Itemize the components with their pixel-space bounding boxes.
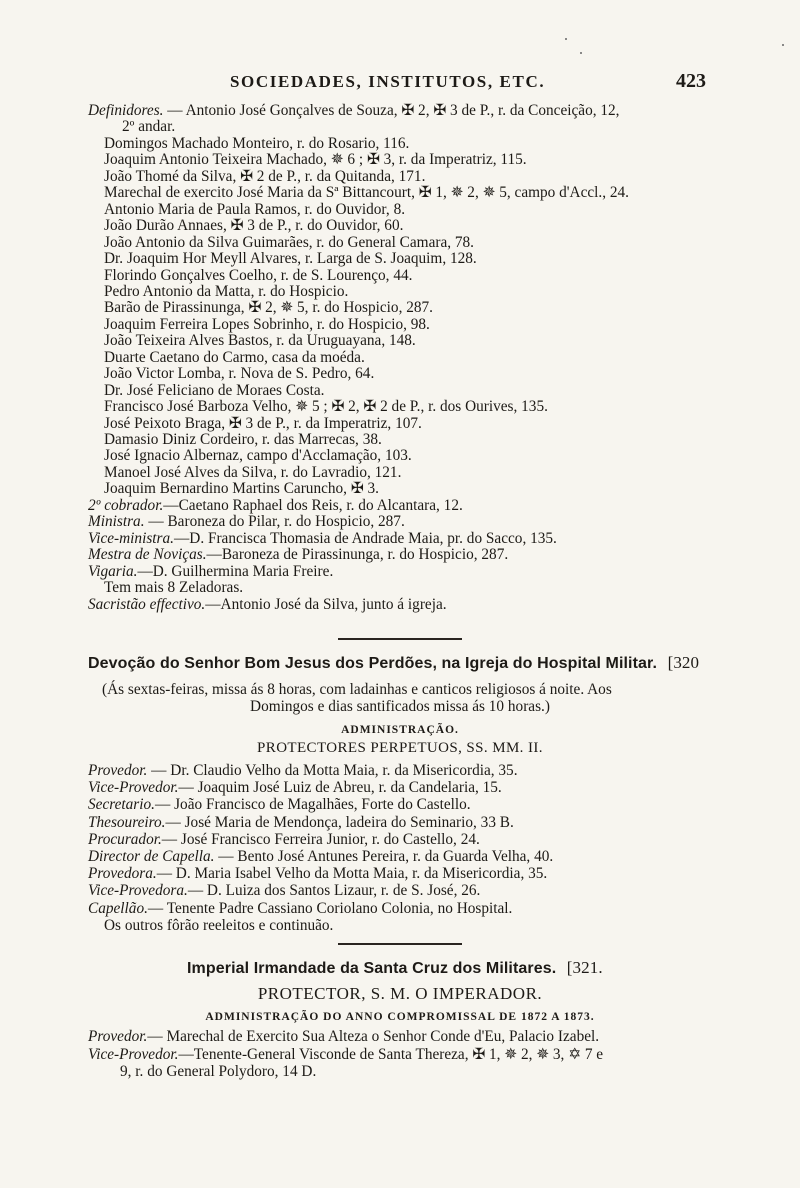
entry-text: 9, r. do General Polydoro, 14 D.	[120, 1063, 317, 1080]
entry-line	[88, 546, 508, 563]
entry-line	[88, 900, 512, 917]
entry-text: — Marechal de Exercito Sua Alteza o Senhor Conde d'Eu, Palacio Izabel.	[147, 1028, 600, 1045]
entry-role-label: Vice-Provedor.	[88, 779, 179, 797]
entry-line	[88, 831, 480, 848]
entry-line	[104, 217, 403, 234]
entry-text: — Antonio José Gonçalves de Souza, ✠ 2, ✠ 3 de P., r. da Conceição, 12,	[163, 102, 620, 119]
entry-line	[104, 447, 412, 464]
entry-text: João Thomé da Silva, ✠ 2 de P., r. da Quitanda, 171.	[104, 167, 426, 185]
entry-text: Dr. José Feliciano de Moraes Costa.	[104, 381, 325, 399]
entry-line	[88, 102, 620, 119]
running-head: SOCIEDADES, INSTITUTOS, ETC.	[230, 72, 546, 91]
page-number: 423	[676, 70, 706, 92]
entry-role-label: Thesoureiro.	[88, 813, 166, 831]
entry-role-label: Secretario.	[88, 796, 155, 814]
entry-text: Manoel José Alves da Silva, r. do Lavradio, 121.	[104, 463, 402, 481]
paper-speck	[565, 38, 567, 40]
administration-heading: ADMINISTRAÇÃO DO ANNO COMPROMISSAL DE 1872 A 1873.	[205, 1011, 595, 1023]
entry-text: 2º andar.	[122, 118, 176, 136]
section-title-text: Imperial Irmandade da Santa Cruz dos Militares.	[187, 960, 557, 977]
entry-role-label: Vice-Provedor.	[88, 1045, 179, 1063]
entry-text: Joaquim Antonio Teixeira Machado, ✵ 6 ; ✠ 3, r. da Imperatriz, 115.	[104, 151, 527, 169]
entry-text: Tem mais 8 Zeladoras.	[104, 579, 244, 597]
entry-text: —Baroneza de Pirassinunga, r. do Hospicio, 287.	[206, 546, 509, 564]
entry-text: Antonio Maria de Paula Ramos, r. do Ouvidor, 8.	[104, 200, 406, 218]
entry-text: — D. Maria Isabel Velho da Motta Maia, r. da Misericordia, 35.	[156, 865, 548, 883]
entry-text: —Tenente-General Visconde de Santa Thereza, ✠ 1, ✵ 2, ✵ 3, ✡ 7 e	[178, 1045, 604, 1063]
entry-text: Domingos Machado Monteiro, r. do Rosario, 116.	[104, 134, 410, 152]
entry-text: Joaquim Ferreira Lopes Sobrinho, r. do Hospicio, 98.	[104, 315, 430, 333]
entry-role-label: Provedora.	[88, 865, 157, 883]
entry-text: Joaquim Bernardino Martins Caruncho, ✠ 3.	[104, 480, 379, 498]
section-number: [320	[667, 653, 700, 672]
entry-text: José Peixoto Braga, ✠ 3 de P., r. da Imperatriz, 107.	[104, 414, 422, 432]
entry-role-label: Procurador.	[88, 830, 162, 848]
entry-text: — Tenente Padre Cassiano Coriolano Colonia, no Hospital.	[147, 899, 513, 917]
entry-line	[104, 168, 425, 185]
entry-text: Duarte Caetano do Carmo, casa da moéda.	[104, 348, 365, 366]
entry-role-label: Definidores.	[88, 102, 164, 119]
entry-text: —Caetano Raphael dos Reis, r. do Alcantara, 12.	[163, 496, 463, 514]
section-number: [321.	[566, 958, 603, 977]
entry-text: — Dr. Claudio Velho da Motta Maia, r. da Misericordia, 35.	[147, 762, 518, 779]
entry-text: — Joaquim José Luiz de Abreu, r. da Candelaria, 15.	[178, 779, 502, 797]
entry-text: João Antonio da Silva Guimarães, r. do General Camara, 78.	[104, 233, 475, 251]
entry-line	[120, 1063, 316, 1080]
entry-line	[104, 234, 474, 251]
entry-line	[104, 431, 382, 448]
entry-line	[88, 497, 463, 514]
entry-text: João Victor Lomba, r. Nova de S. Pedro, 64.	[104, 365, 375, 383]
protector-heading: PROTECTOR, S. M. O IMPERADOR.	[257, 984, 543, 1003]
entry-line	[88, 762, 518, 779]
entry-text: Barão de Pirassinunga, ✠ 2, ✵ 5, r. do Hospicio, 287.	[104, 299, 433, 317]
paper-speck	[782, 44, 784, 46]
entry-line	[104, 267, 412, 284]
schedule-note-line-2: Domingos e dias santificados missa ás 10 horas.)	[250, 698, 550, 715]
administration-heading: ADMINISTRAÇÃO.	[341, 724, 459, 736]
entry-text: — Baroneza do Pilar, r. do Hospicio, 287.	[144, 513, 405, 531]
entry-line	[104, 316, 430, 333]
entry-line	[88, 865, 547, 882]
entry-text: João Durão Annaes, ✠ 3 de P., r. do Ouvidor, 60.	[104, 217, 404, 235]
entry-line	[88, 796, 471, 813]
entry-line	[88, 814, 514, 831]
entry-text: —Antonio José da Silva, junto á igreja.	[205, 595, 447, 613]
page-header	[0, 70, 800, 98]
entry-role-label: Mestra de Noviças.	[88, 546, 207, 564]
entry-line	[104, 579, 243, 596]
protectors-heading: PROTECTORES PERPETUOS, SS. MM. II.	[257, 740, 543, 756]
entry-role-label: Vigaria.	[88, 562, 138, 580]
entry-line	[104, 332, 416, 349]
entry-text: Damasio Diniz Cordeiro, r. das Marrecas, 38.	[104, 431, 382, 448]
entry-text: Francisco José Barboza Velho, ✵ 5 ; ✠ 2, ✠ 2 de P., r. dos Ourives, 135.	[104, 398, 548, 416]
entry-line	[104, 184, 629, 201]
entry-role-label: Ministra.	[88, 513, 145, 531]
entry-role-label: Provedor.	[88, 762, 148, 779]
entry-text: João Teixeira Alves Bastos, r. da Uruguayana, 148.	[104, 332, 416, 350]
entry-line	[104, 283, 348, 300]
entry-line	[88, 596, 447, 613]
section-title	[187, 958, 603, 978]
section-divider	[338, 943, 462, 945]
entry-role-label: Capellão.	[88, 899, 148, 917]
entry-text: —D. Guilhermina Maria Freire.	[137, 562, 334, 580]
entry-line	[88, 530, 557, 547]
entry-role-label: Provedor.	[88, 1028, 148, 1045]
entry-line	[104, 382, 325, 399]
entry-line	[88, 1028, 599, 1045]
entry-text: Os outros fôrão reeleitos e continuão.	[104, 916, 334, 934]
entry-text: — José Maria de Mendonça, ladeira do Seminario, 33 B.	[165, 813, 514, 831]
entry-role-label: Director de Capella.	[88, 848, 215, 865]
paper-speck	[580, 52, 582, 54]
entry-line	[104, 365, 374, 382]
entry-line	[104, 299, 433, 316]
entry-line	[104, 415, 422, 432]
entry-text: —D. Francisca Thomasia de Andrade Maia, pr. do Sacco, 135.	[173, 529, 557, 547]
entry-line	[104, 917, 333, 934]
schedule-note-line-1: (Ás sextas-feiras, missa ás 8 horas, com ladainhas e canticos religiosos á noite. Aos	[102, 681, 612, 698]
entry-line	[88, 1046, 603, 1063]
entry-role-label: Vice-Provedora.	[88, 882, 188, 900]
entry-text: Florindo Gonçalves Coelho, r. de S. Lourenço, 44.	[104, 266, 413, 284]
section-title	[88, 653, 699, 673]
entry-line	[104, 250, 477, 267]
entry-line	[104, 480, 379, 497]
entry-line	[104, 201, 405, 218]
entry-line	[122, 118, 175, 135]
section-divider	[338, 638, 462, 640]
entry-text: — João Francisco de Magalhães, Forte do Castello.	[154, 796, 471, 814]
entry-role-label: Sacristão effectivo.	[88, 595, 206, 613]
entry-text: — Bento José Antunes Pereira, r. da Guarda Velha, 40.	[214, 848, 554, 865]
entry-text: Marechal de exercito José Maria da Sª Bittancourt, ✠ 1, ✵ 2, ✵ 5, campo d'Accl., 24.	[104, 184, 630, 202]
entry-line	[88, 563, 333, 580]
entry-line	[104, 349, 365, 366]
entry-line	[104, 398, 548, 415]
section-title-text: Devoção do Senhor Bom Jesus dos Perdões, na Igreja do Hospital Militar.	[88, 655, 658, 672]
entry-line	[104, 464, 401, 481]
entry-text: Dr. Joaquim Hor Meyll Alvares, r. Larga de S. Joaquim, 128.	[104, 250, 477, 268]
entry-line	[104, 135, 409, 152]
entry-role-label: 2º cobrador.	[88, 496, 164, 514]
entry-line	[88, 513, 405, 530]
entry-role-label: Vice-ministra.	[88, 529, 174, 547]
entry-line	[88, 848, 553, 865]
entry-line	[104, 151, 527, 168]
entry-text: — José Francisco Ferreira Junior, r. do Castello, 24.	[161, 830, 480, 848]
entry-line	[88, 882, 480, 899]
entry-line	[88, 779, 502, 796]
entry-text: — D. Luiza dos Santos Lizaur, r. de S. José, 26.	[187, 882, 481, 900]
entry-text: José Ignacio Albernaz, campo d'Acclamação, 103.	[104, 447, 412, 465]
entry-text: Pedro Antonio da Matta, r. do Hospicio.	[104, 282, 349, 300]
